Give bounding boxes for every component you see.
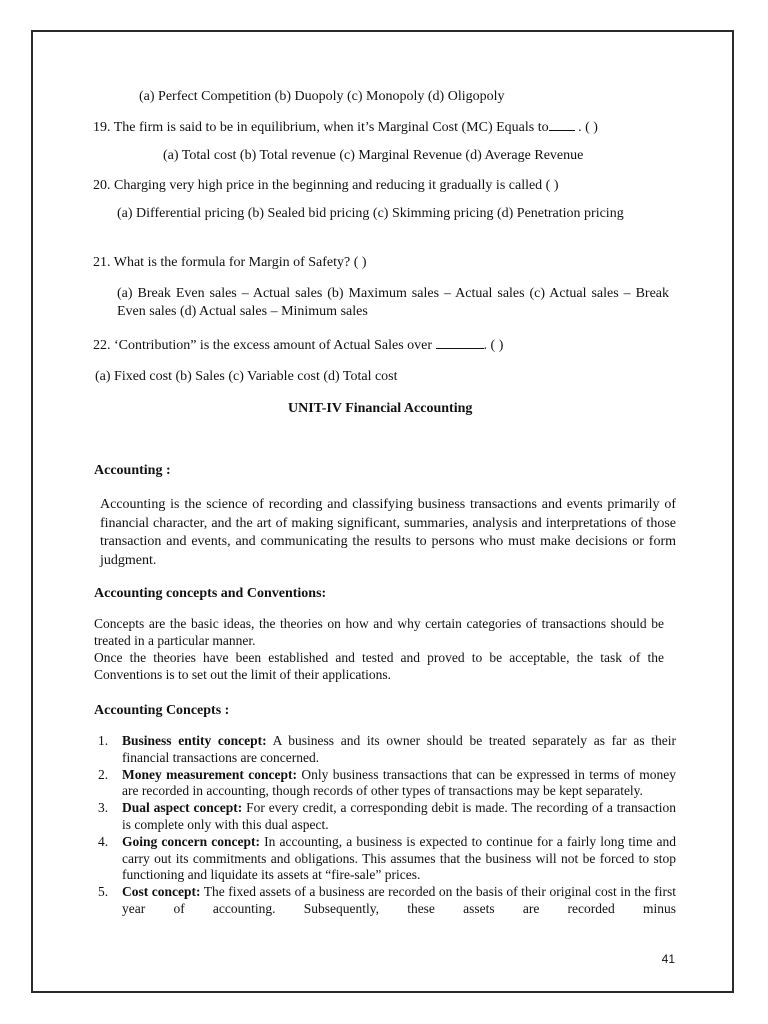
list-item-term: Business entity concept:	[122, 733, 267, 748]
list-item-term: Going concern concept:	[122, 833, 261, 849]
accounting-body: Accounting is the science of recording and classifying business transactions and events primarily of financial character, and the art of making significant, summaries, analysis and interpretations of those transaction and events, and communicating the results to persons who must make decisions or form judgment.	[100, 497, 676, 568]
list-item-term: Cost concept:	[122, 884, 201, 900]
q19-question-text: 19. The firm is said to be in equilibrium, when it’s Marginal Cost (MC) Equals to	[93, 120, 549, 135]
q19-blank	[549, 118, 575, 131]
q22-options: (a) Fixed cost (b) Sales (c) Variable cost (d) Total cost	[95, 369, 398, 384]
q22-question-text: 22. ‘Contribution” is the excess amount of Actual Sales over	[93, 338, 436, 353]
conventions-paragraph: Once the theories have been established and tested and proved to be acceptable, the task of the Conventions is to set out the limit of their applications.	[94, 650, 664, 682]
list-item-text: The fixed assets of a business are recorded on the basis of their original cost in the first year of accounting. Subsequently, these assets are recorded minus	[122, 884, 677, 916]
page-number: 41	[661, 952, 675, 966]
q20-question: 20. Charging very high price in the beginning and reducing it gradually is called ( )	[93, 178, 559, 193]
list-item-text: A business and its owner should be treated separately as far as their financial transactions are concerned.	[122, 733, 677, 765]
q19-question	[93, 118, 598, 136]
list-item-number: 5.	[98, 884, 109, 900]
list-item-term: Dual aspect concept:	[122, 800, 243, 816]
list-item-text: Only business transactions that can be expressed in terms of money are recorded in accounting, though records of other types of transactions may be kept separately.	[122, 766, 676, 799]
q19-options: (a) Total cost (b) Total revenue (c) Marginal Revenue (d) Average Revenue	[163, 148, 584, 163]
list-item-number: 3.	[98, 800, 109, 816]
list-item	[98, 884, 676, 918]
accounting-concepts-heading: Accounting Concepts :	[94, 703, 230, 718]
list-item	[98, 767, 676, 801]
q22-question	[93, 336, 503, 354]
concepts-paragraph: Concepts are the basic ideas, the theories on how and why certain categories of transactions should be treated in a particular manner.	[94, 616, 664, 648]
q22-question-end: . ( )	[483, 338, 504, 353]
q21-options: (a) Break Even sales – Actual sales (b) Maximum sales – Actual sales (c) Actual sales – Break Even sales (d) Actual sales – Minimum sales	[117, 286, 669, 319]
list-item	[98, 800, 676, 834]
list-item-term: Money measurement concept:	[122, 766, 297, 782]
list-item-text: In accounting, a business is expected to continue for a fairly long time and carry out its commitments and obligations. This assumes that the business will not be forced to stop functioning and liquidate its assets at “fire-sale” prices.	[122, 833, 676, 883]
list-item-number: 1.	[98, 733, 109, 748]
q21-question: 21. What is the formula for Margin of Safety? ( )	[93, 255, 367, 270]
accounting-heading: Accounting :	[94, 463, 171, 478]
concepts-conventions-heading: Accounting concepts and Conventions:	[94, 586, 327, 601]
list-item-number: 4.	[98, 833, 109, 849]
q20-options: (a) Differential pricing (b) Sealed bid pricing (c) Skimming pricing (d) Penetration pricing	[117, 206, 624, 221]
q19-question-end: . ( )	[574, 120, 598, 135]
list-item	[98, 834, 676, 884]
unit-title: UNIT-IV Financial Accounting	[288, 401, 473, 416]
list-item-text: For every credit, a corresponding debit is made. The recording of a transaction is complete only with this dual aspect.	[122, 800, 677, 832]
q18-options: (a) Perfect Competition (b) Duopoly (c) Monopoly (d) Oligopoly	[139, 89, 505, 104]
accounting-concepts-list	[98, 733, 676, 918]
list-item	[98, 733, 676, 767]
q22-blank	[436, 336, 484, 349]
list-item-number: 2.	[98, 766, 109, 782]
